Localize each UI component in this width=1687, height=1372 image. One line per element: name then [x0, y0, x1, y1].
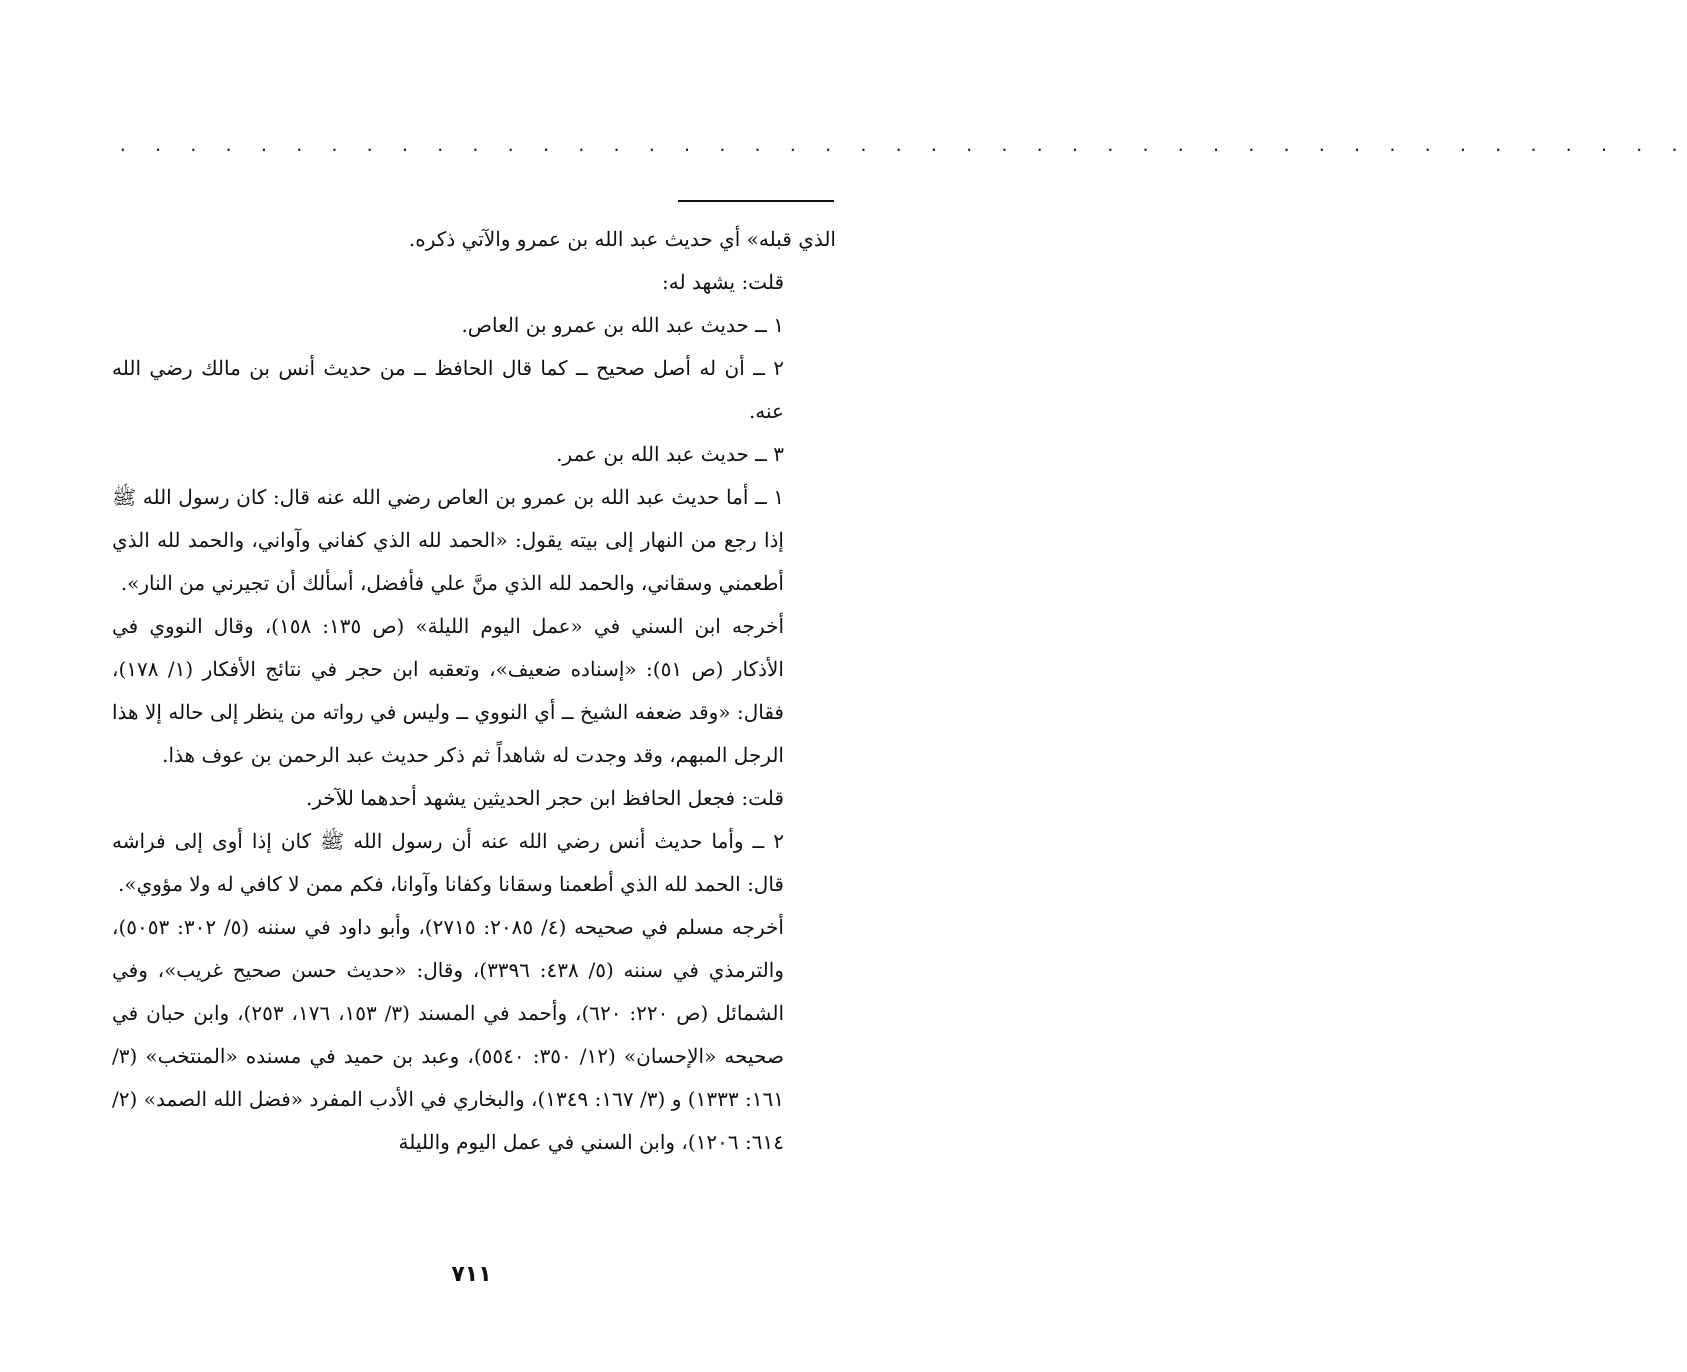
paragraph-takhrij-2: أخرجه مسلم في صحيحه (٤/ ٢٠٨٥: ٢٧١٥)، وأبو داود في سننه (٥/ ٣٠٢: ٥٠٥٣)، والترمذي في سننه (٥/ ٤٣٨: ٣٣٩٦)، وقال: «حديث حسن صحيح غريب»، وفي الشمائل (ص ٢٢٠: ٦٢٠)، وأحمد في المسند (٣/ ١٥٣، ١٧٦، ٢٥٣)، وابن حبان في صحيحه «الإحسان» (١٢/ ٣٥٠: ٥٥٤٠)، وعبد بن حميد في مسنده «المنتخب» (٣/ ١٦١: ١٣٣٣) و (٣/ ١٦٧: ١٣٤٩)، والبخاري في الأدب المفرد «فضل الله الصمد» (٢/ ٦١٤: ١٢٠٦)، وابن السني في عمل اليوم والليلة — [112, 915, 785, 1154]
paragraph-qultu: قلت: يشهد له: — [662, 270, 784, 294]
footnote-rule — [678, 200, 834, 202]
dotted-separator: . . . . . . . . . . . . . . . . . . . . . . . . . . . . . . . . . . . . . . . . . . . . . — [118, 136, 1687, 155]
paragraph-takhrij-1: أخرجه ابن السني في «عمل اليوم الليلة» (ص ١٣٥: ١٥٨)، وقال النووي في الأذكار (ص ٥١): «إسناده ضعيف»، وتعقبه ابن حجر في نتائج الأفكار (١/ ١٧٨)، فقال: «وقد ضعفه الشيخ ــ أي النووي ــ وليس في رواته من ينظر إلى حاله إلا هذا الرجل المبهم، وقد وجدت له شاهداً ثم ذكر حديث عبد الرحمن بن عوف هذا. — [112, 614, 784, 767]
list-item-1: ١ ــ حديث عبد الله بن عمرو بن العاص. — [461, 313, 784, 337]
page-body — [112, 218, 836, 1164]
list-item-2: ٢ ــ أن له أصل صحيح ــ كما قال الحافظ ــ من حديث أنس بن مالك رضي الله عنه. — [112, 356, 784, 423]
page-number: ٧١١ — [451, 1262, 492, 1287]
paragraph-hadith-2: ٢ ــ وأما حديث أنس رضي الله عنه أن رسول الله ﷺ كان إذا أوى إلى فراشه قال: الحمد لله الذي أطعمنا وسقانا وكفانا وآوانا، فكم ممن لا كافي له ولا مؤوي». — [112, 829, 784, 896]
paragraph-qultu-2: قلت: فجعل الحافظ ابن حجر الحديثين يشهد أحدهما للآخر. — [306, 786, 784, 810]
paragraph-continuation: الذي قبله» أي حديث عبد الله بن عمرو والآتي ذكره. — [408, 227, 836, 251]
list-item-3: ٣ ــ حديث عبد الله بن عمر. — [556, 442, 784, 466]
paragraph-hadith-1: ١ ــ أما حديث عبد الله بن عمرو بن العاص رضي الله عنه قال: كان رسول الله ﷺ إذا رجع من النهار إلى بيته يقول: «الحمد لله الذي كفاني وآواني، والحمد لله الذي أطعمني وسقاني، والحمد لله الذي منَّ علي فأفضل، أسألك أن تجيرني من النار». — [112, 485, 784, 595]
